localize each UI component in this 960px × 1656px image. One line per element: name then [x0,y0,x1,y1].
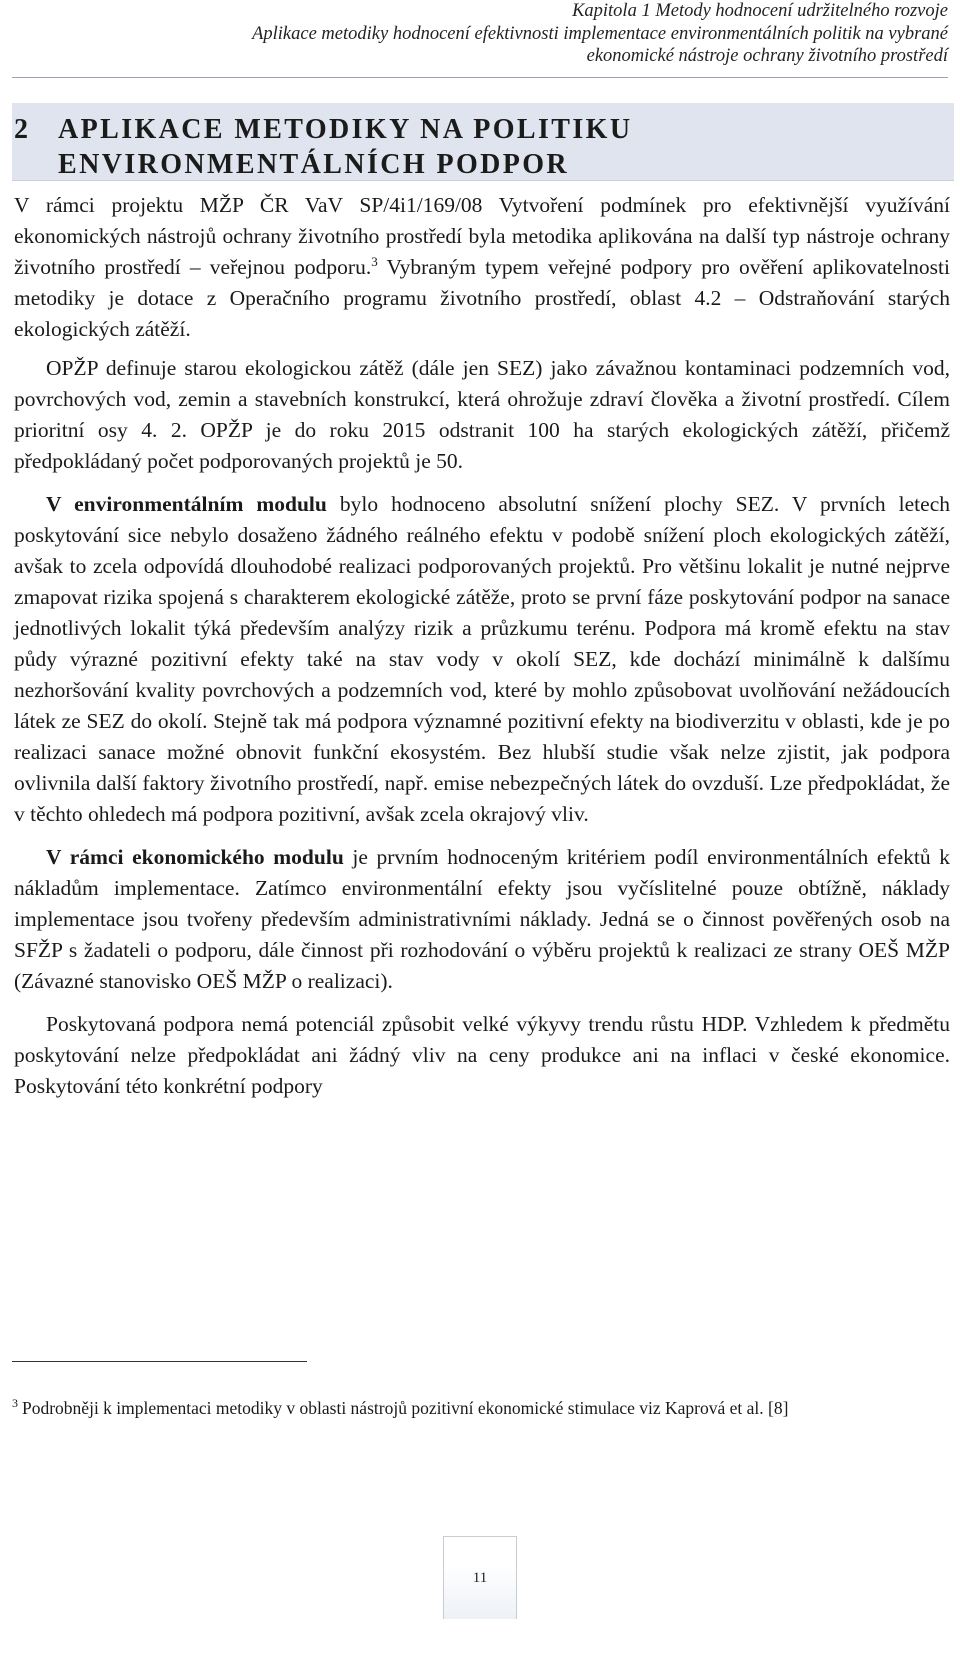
running-header-title-line2: ekonomické nástroje ochrany životního prostředí [586,46,948,66]
environmental-module-heading: V environmentálním modulu [46,492,327,516]
chapter-number: 2 [14,114,31,145]
header-rule [12,77,948,78]
footnote-reference: 3 [371,253,378,269]
page-number-box [443,1536,517,1619]
footnote-mark: 3 [12,1396,18,1411]
running-header-title-line1: Aplikace metodiky hodnocení efektivnosti implementace environmentálních politik na vybrané [252,23,948,44]
running-header [68,0,948,68]
paragraph-sez-definition: OPŽP definuje starou ekologickou zátěž (dále jen SEZ) jako závažnou kontaminaci podzemních vod, povrchových vod, zemin a stavebních konstrukcí, která ohrožuje zdraví člověka a životní prostředí. Cílem prioritní osy 4. 2. OPŽP je do roku 2015 odstranit 100 ha starých ekologických zátěží, přičemž předpokládaný počet podporovaných projektů je 50. [14,356,950,473]
paragraph-environmental-module [14,489,950,830]
paragraph-intro-part2: Vybraným typem veřejné podpory pro ověření aplikovatelnosti metodiky je dotace z Operačního programu životního prostředí, oblast 4.2 – Odstraňování starých ekologických zátěží. [14,255,950,341]
paragraph-intro [14,190,950,345]
paragraph-economic-module [14,842,950,997]
footnote-separator [12,1361,307,1362]
paragraph-gdp-impact: Poskytovaná podpora nemá potenciál způsobit velké výkyvy trendu růstu HDP. Vzhledem k předmětu poskytování nelze předpokládat ani žádný vliv na ceny produkce ani na inflaci v české ekonomice. Poskytování této konkrétní podpory [14,1012,950,1098]
footnote [12,1397,948,1419]
economic-module-text: je prvním hodnoceným kritériem podíl environmentálních efektů k nákladům implementace. Zatímco environmentální efekty jsou vyčíslitelné pouze obtížně, náklady implementace jsou tvořeny především administrativními náklady. Jedná se o činnost pověřených osob na SFŽP s žadateli o podporu, dále činnost při rozhodování o výběru projektů k realizaci ze strany OEŠ MŽP (Závazné stanovisko OEŠ MŽP o realizaci). [14,845,950,993]
page-number: 11 [472,1569,488,1586]
running-header-chapter: Kapitola 1 Metody hodnocení udržitelného rozvoje [572,1,948,21]
chapter-title: APLIKACE METODIKY NA POLITIKU ENVIRONMENTÁLNÍCH PODPOR [58,114,633,180]
paragraph-intro-part1: V rámci projektu MŽP ČR VaV SP/4i1/169/08 Vytvoření podmínek pro efektivnější využívání ekonomických nástrojů ochrany životního prostředí byla metodika aplikována na další typ nástroje ochrany životního prostředí – veřejnou podporu. [14,193,950,279]
environmental-module-text: bylo hodnoceno absolutní snížení plochy SEZ. V prvních letech poskytování sice nebylo dosaženo žádného reálného efektu v podobě snížení ploch ekologických zátěží, avšak to zcela odpovídá dlouhodobé realizaci podporovaných projektů. Pro většinu lokalit je nutné nejprve zmapovat rizika spojená s charakterem ekologické zátěže, proto se první fáze poskytování podpor na sanace jednotlivých lokalit týká především analýzy rizik a průzkumu terénu. Podpora má kromě efektu na stav půdy výrazné pozitivní efekty také na stav vody v okolí SEZ, kde dochází minimálně k dalšímu nezhoršování kvality povrchových a podzemních vod, které by mohlo způsobovat uvolňování nežádoucích látek ze SEZ do okolí. Stejně tak má podpora významné pozitivní efekty na biodiverzitu v oblasti, kde je po realizaci sanace možné obnovit funkční ekosystém. Bez hlubší studie však nelze zjistit, jak podpora ovlivnila další faktory životního prostředí, např. emise nebezpečných látek do ovzduší. Lze předpokládat, že v těchto ohledech má podpora pozitivní, avšak zcela okrajový vliv. [14,492,950,826]
body-text [14,190,950,1102]
footnote-text: Podrobněji k implementaci metodiky v oblasti nástrojů pozitivní ekonomické stimulace viz Kaprová et al. [8] [22,1398,789,1418]
chapter-heading [14,112,878,182]
economic-module-heading: V rámci ekonomického modulu [46,845,344,869]
